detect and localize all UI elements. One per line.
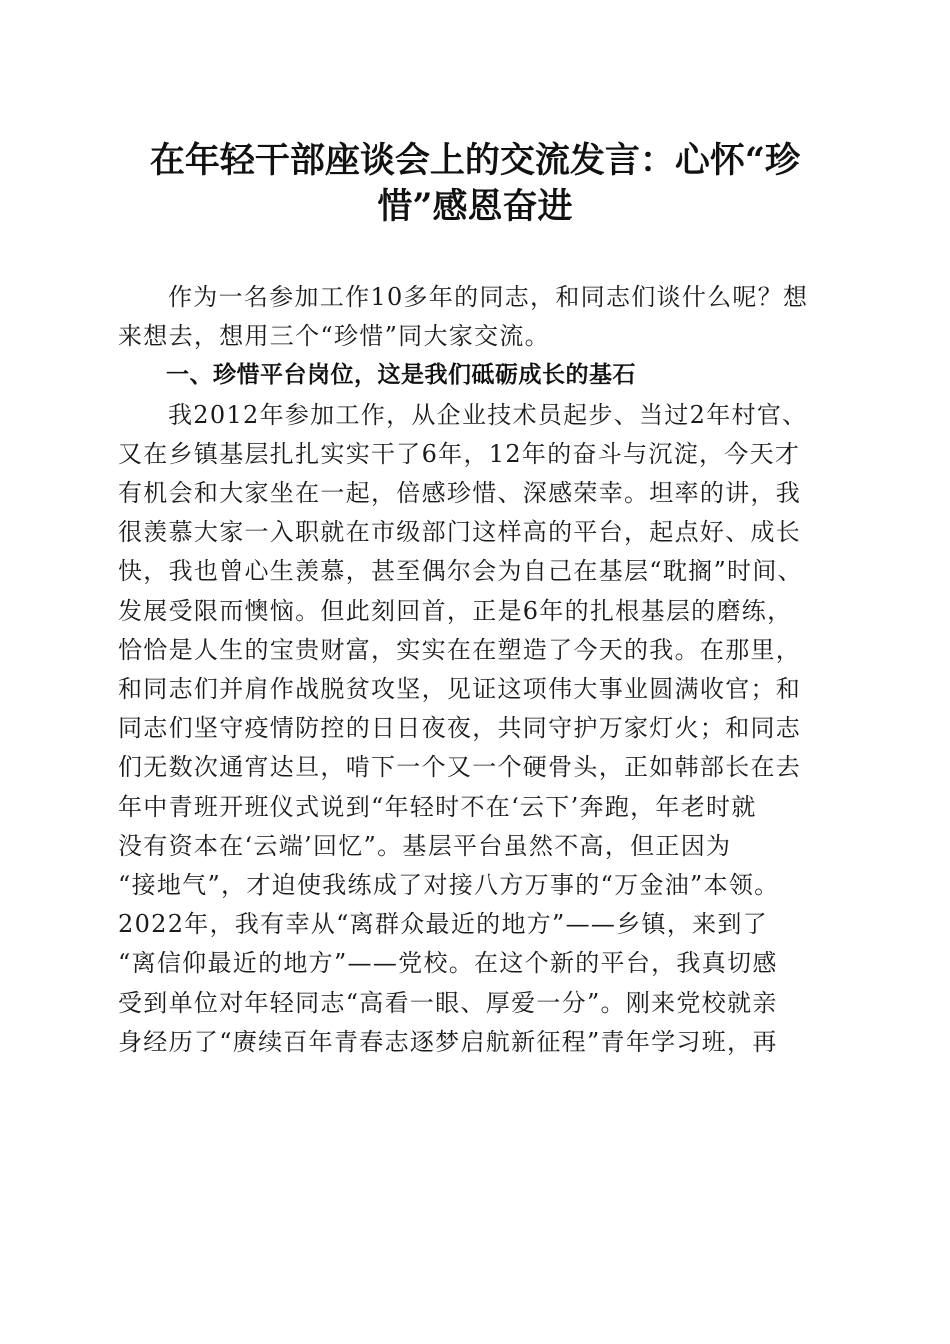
paragraph-line: 快，我也曾心生羡慕，甚至偶尔会为自己在基层“耽搁”时间、 [118, 557, 803, 586]
document-body [118, 278, 848, 1062]
paragraph-line: 发展受限而懊恼。但此刻回首，正是6年的扎根基层的磨练， [118, 596, 793, 625]
paragraph-line: 很羡慕大家一入职就在市级部门这样高的平台，起点好、成长 [118, 518, 802, 547]
paragraph-line: 年中青班开班仪式说到“年轻时不在‘云下’奔跑，年老时就 [118, 792, 757, 821]
paragraph-line: 同志们坚守疫情防控的日日夜夜，共同守护万家灯火；和同志 [118, 714, 802, 743]
paragraph-line: 身经历了“赓续百年青春志逐梦启航新征程”青年学习班，再 [118, 1027, 778, 1056]
document-title [110, 138, 840, 230]
section-heading: 一、珍惜平台岗位，这是我们砥砺成长的基石 [166, 362, 636, 389]
paragraph-line: 和同志们并肩作战脱贫攻坚，见证这项伟大事业圆满收官；和 [118, 675, 802, 704]
paragraph-line: 2022年，我有幸从“离群众最近的地方”——乡镇，来到了 [118, 910, 769, 939]
intro-line: 作为一名参加工作10多年的同志，和同志们谈什么呢？想 [168, 283, 809, 311]
paragraph-line: 又在乡镇基层扎扎实实干了6年，12年的奋斗与沉淀，今天才 [118, 439, 801, 468]
paragraph-line: 受到单位对年轻同志“高看一眼、厚爱一分”。刚来党校就亲 [118, 988, 778, 1017]
paragraph-line: 没有资本在‘云端’回忆”。基层平台虽然不高，但正因为 [118, 831, 732, 860]
paragraph-line: 们无数次通宵达旦，啃下一个又一个硬骨头，正如韩部长在去 [118, 753, 802, 782]
paragraph-line: 有机会和大家坐在一起，倍感珍惜、深感荣幸。坦率的讲，我 [118, 479, 802, 508]
intro-line: 来想去，想用三个“珍惜”同大家交流。 [118, 322, 550, 351]
title-line: 在年轻干部座谈会上的交流发言：心怀“珍 [149, 140, 801, 181]
paragraph-line: 恰恰是人生的宝贵财富，实实在在塑造了今天的我。在那里， [118, 635, 802, 664]
title-line: 惜”感恩奋进 [377, 186, 573, 227]
paragraph-line: 我2012年参加工作，从企业技术员起步、当过2年村官、 [168, 400, 808, 429]
paragraph-line: “离信仰最近的地方”——党校。在这个新的平台，我真切感 [118, 949, 778, 978]
paragraph-line: “接地气”，才迫使我练成了对接八方万事的“万金油”本领。 [118, 871, 780, 900]
